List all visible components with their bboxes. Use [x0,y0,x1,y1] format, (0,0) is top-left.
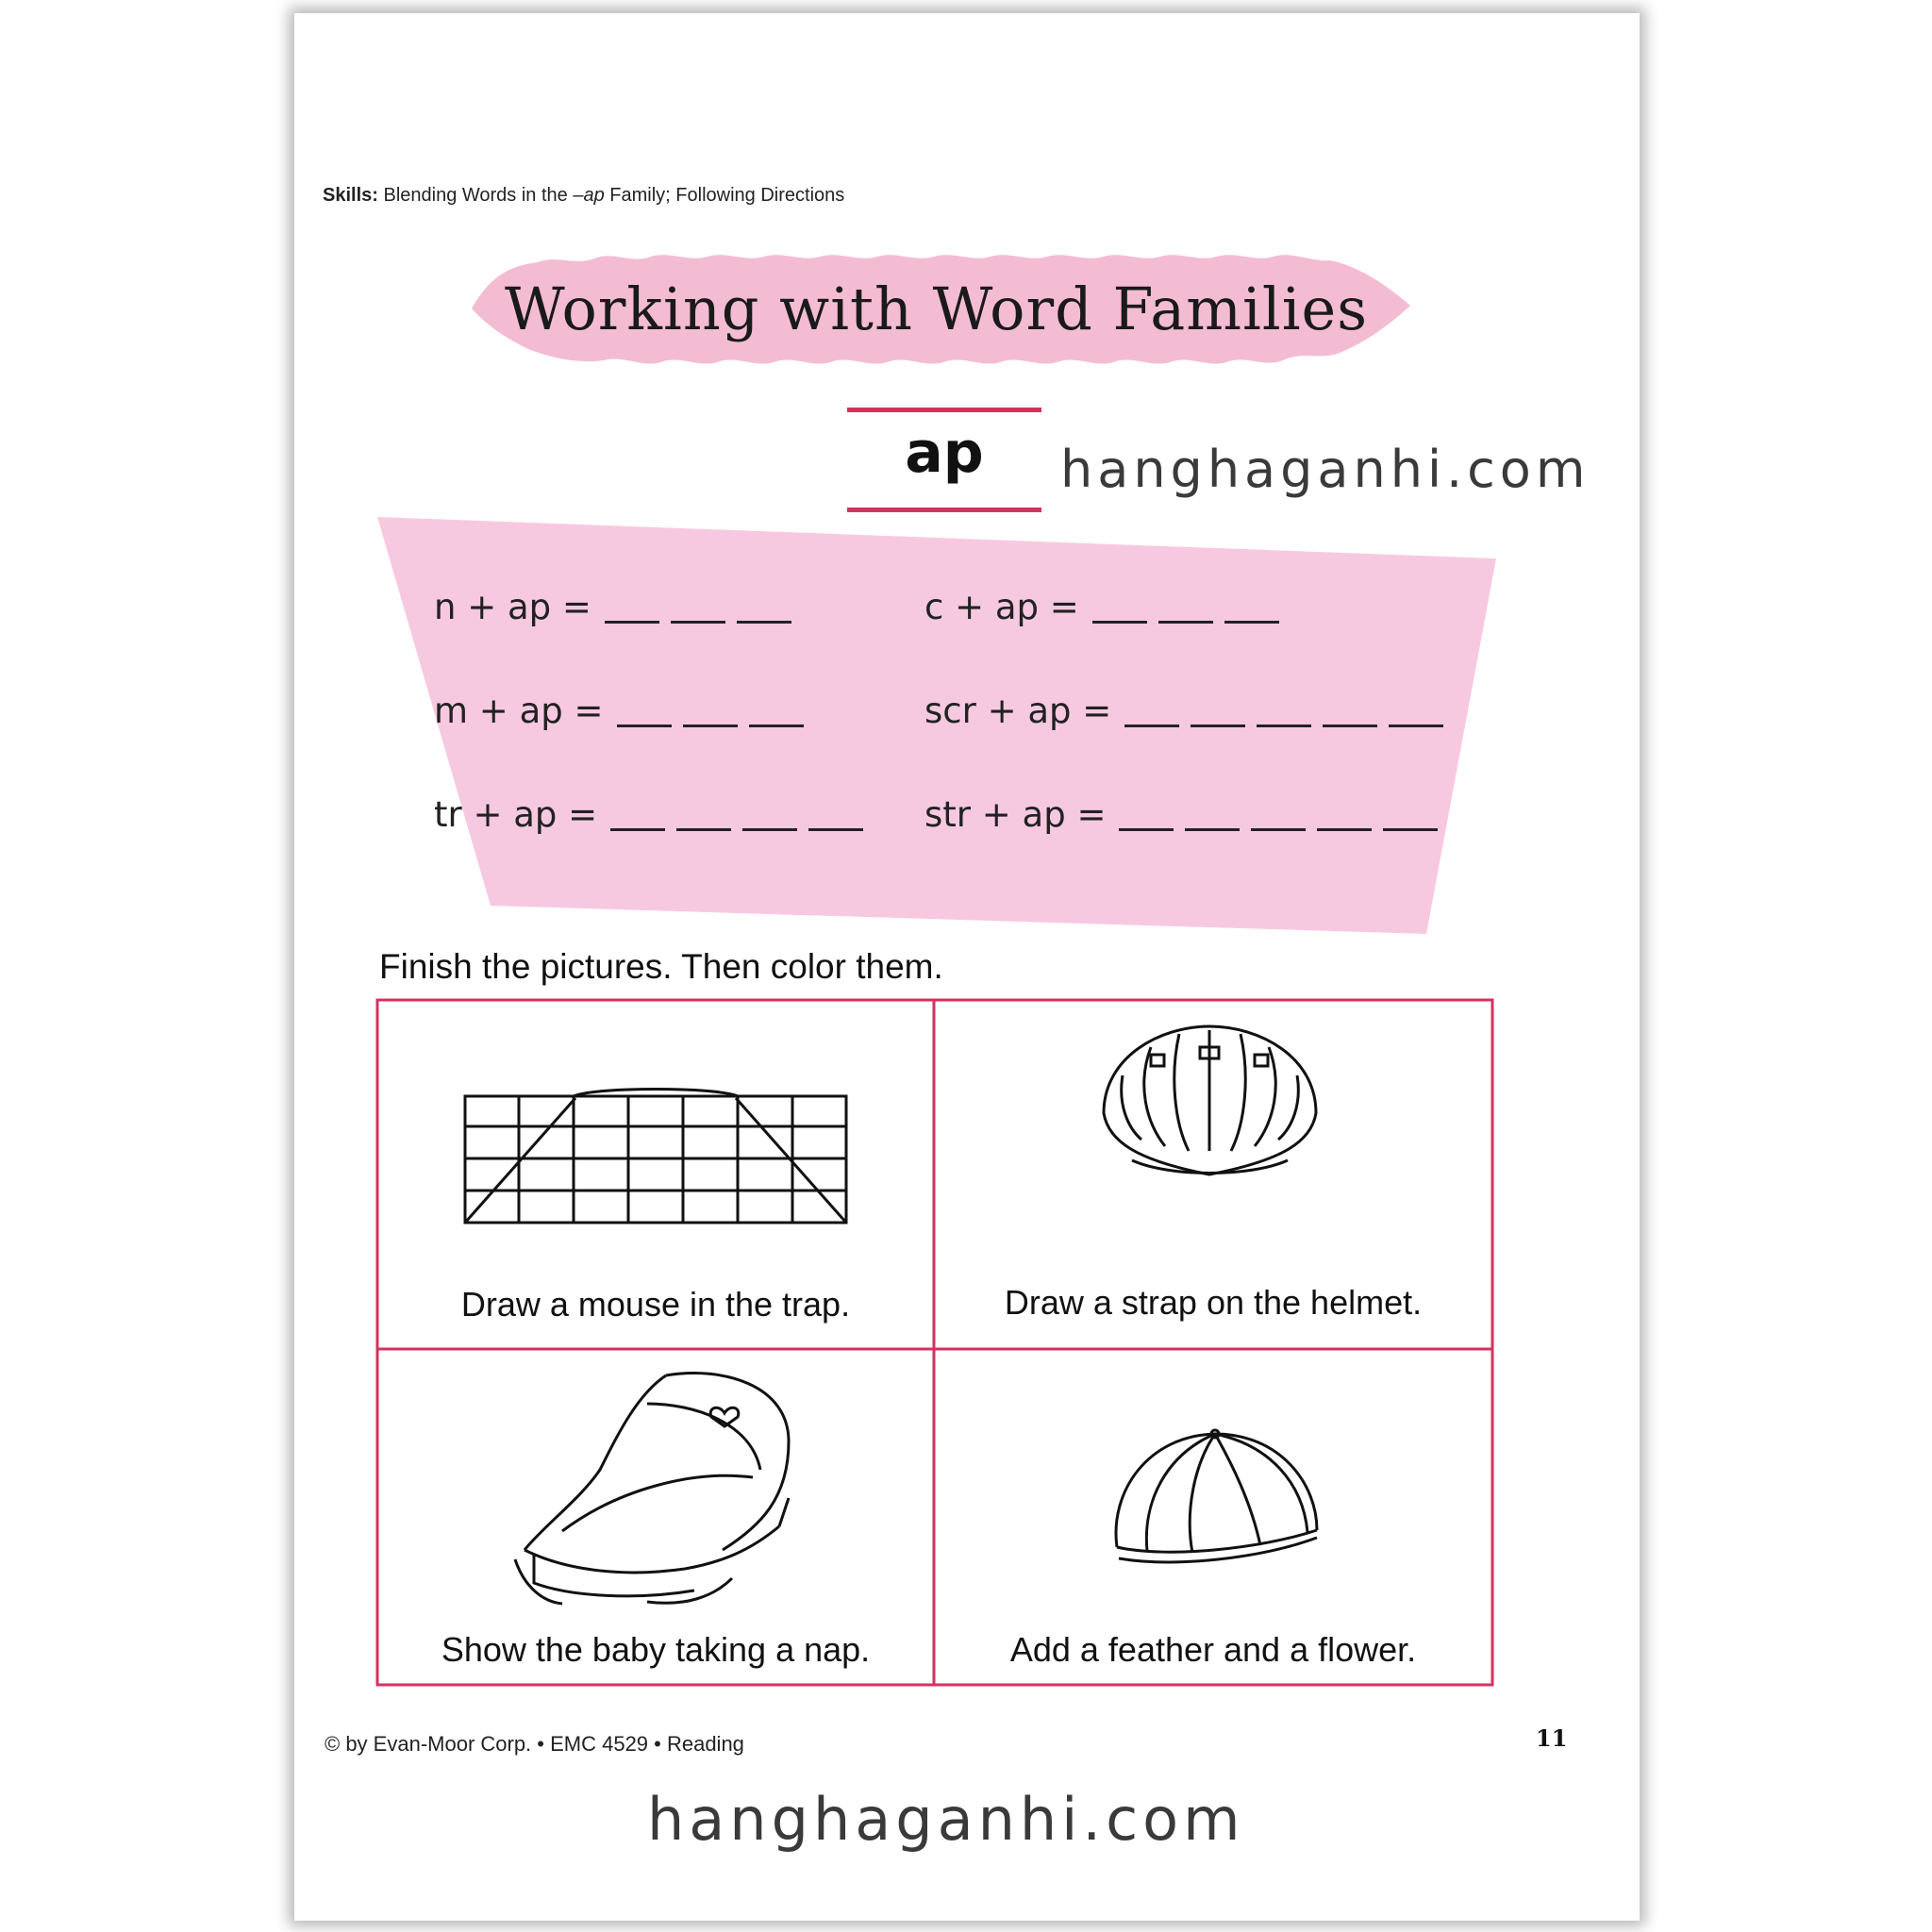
answer-blanks[interactable] [605,620,791,627]
exercise-4 [924,691,1443,731]
exercise-prompt: m + ap = [434,691,604,731]
answer-blanks[interactable] [1124,724,1443,731]
panel-caption: Draw a strap on the helmet. [1004,1283,1423,1322]
watermark-top: hanghaganhi.com [1060,440,1591,499]
trap-icon [462,1087,849,1228]
cradle-icon [506,1366,808,1613]
panel-caption: Add a feather and a flower. [1009,1630,1417,1669]
page-title: Working with Word Families [504,274,1369,343]
exercise-2 [924,587,1279,627]
family-bottom-rule [847,508,1041,512]
exercise-prompt: str + ap = [924,794,1107,835]
answer-blanks[interactable] [617,724,804,731]
exercise-prompt: scr + ap = [924,691,1112,731]
cap-icon [1109,1426,1322,1568]
exercise-1 [434,587,791,627]
watermark-bottom: hanghaganhi.com [647,1785,1245,1854]
skills-line: Skills: Blending Words in the –ap Family; Following Directions [323,185,845,206]
exercise-prompt: c + ap = [924,587,1079,627]
instruction-text: Finish the pictures. Then color them. [379,947,943,986]
exercise-6 [924,794,1438,835]
helmet-icon [1094,1019,1325,1184]
exercise-3 [434,691,804,731]
exercise-prompt: n + ap = [434,587,591,627]
page-number: 11 [1536,1724,1568,1752]
word-family: ap [905,420,984,486]
panel-caption: Show the baby taking a nap. [441,1630,871,1669]
exercise-prompt: tr + ap = [434,794,598,835]
panel-caption: Draw a mouse in the trap. [460,1285,851,1324]
answer-blanks[interactable] [1092,620,1279,627]
answer-blanks[interactable] [1119,827,1438,835]
footer-copyright: © by Evan-Moor Corp. • EMC 4529 • Reading [325,1732,744,1756]
exercise-5 [434,794,863,835]
family-top-rule [847,408,1041,412]
answer-blanks[interactable] [610,827,863,835]
